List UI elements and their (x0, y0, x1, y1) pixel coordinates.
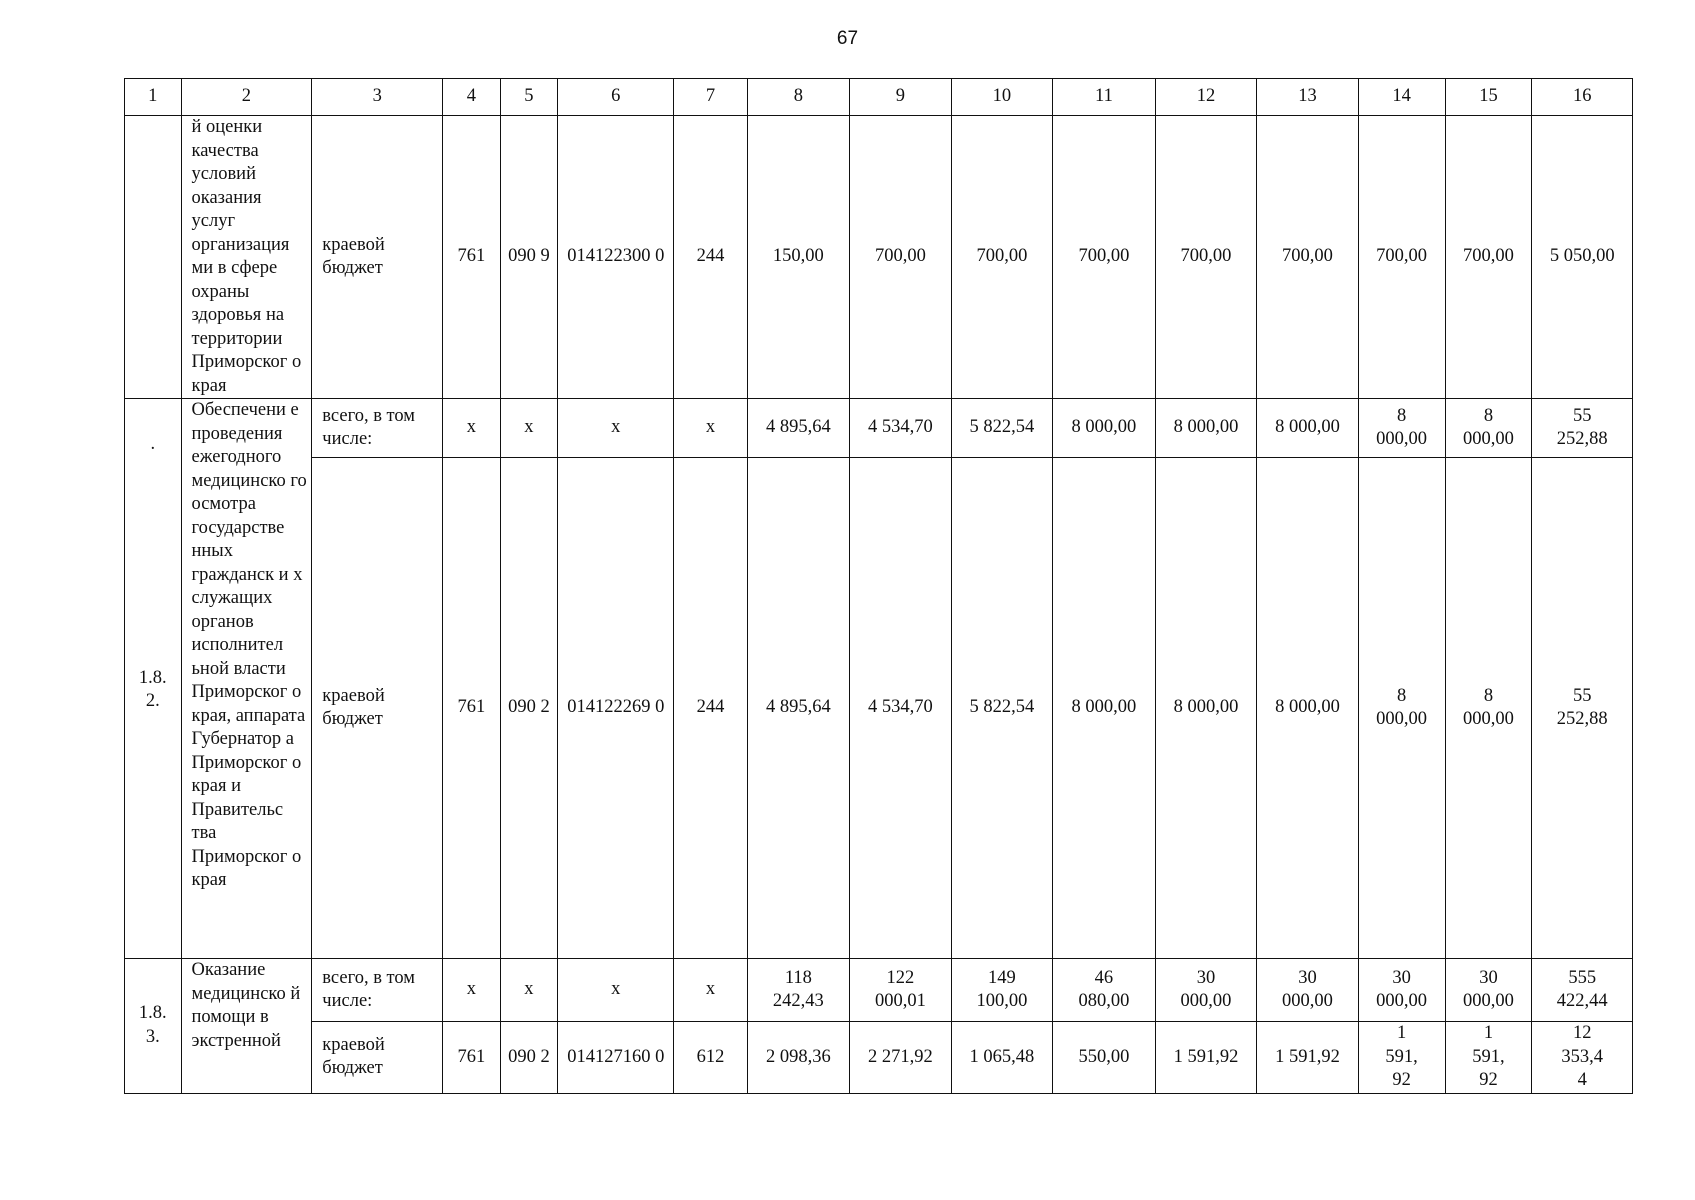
header-cell: 6 (558, 79, 674, 116)
table-cell: 700,00 (1053, 116, 1156, 399)
header-cell: 2 (181, 79, 312, 116)
description-cell: Оказание медицинско й помощи в экстренной (181, 959, 312, 1094)
table-cell: 761 (443, 1022, 501, 1094)
table-cell: 8 000,00 (1358, 399, 1445, 458)
table-cell: 55 252,88 (1532, 458, 1633, 959)
table-cell: x (500, 399, 558, 458)
header-cell: 10 (951, 79, 1053, 116)
table-cell: 090 2 (500, 1022, 558, 1094)
table-cell: x (558, 959, 674, 1022)
header-cell: 9 (850, 79, 952, 116)
source-cell: краевой бюджет (312, 458, 443, 959)
table-cell: 122 000,01 (850, 959, 952, 1022)
table-cell: 4 534,70 (850, 458, 952, 959)
header-cell: 11 (1053, 79, 1156, 116)
table-cell: 5 050,00 (1532, 116, 1633, 399)
table-cell: 612 (674, 1022, 747, 1094)
header-cell: 3 (312, 79, 443, 116)
table-cell: 090 9 (500, 116, 558, 399)
table-cell: 700,00 (1445, 116, 1532, 399)
table-cell: x (500, 959, 558, 1022)
table-cell: 244 (674, 116, 747, 399)
table-cell: 8 000,00 (1155, 458, 1257, 959)
table-cell: 1 065,48 (951, 1022, 1053, 1094)
table-cell: 118 242,43 (747, 959, 850, 1022)
table-cell: 2 098,36 (747, 1022, 850, 1094)
table-cell: 700,00 (951, 116, 1053, 399)
budget-table (124, 78, 1633, 1094)
header-cell: 5 (500, 79, 558, 116)
row-number-mark: . (150, 434, 156, 455)
source-cell: краевой бюджет (312, 1022, 443, 1094)
table-cell: 8 000,00 (1155, 399, 1257, 458)
table-cell: 8 000,00 (1053, 399, 1156, 458)
header-cell: 1 (125, 79, 182, 116)
header-cell: 7 (674, 79, 747, 116)
table-cell: 5 822,54 (951, 458, 1053, 959)
header-cell: 12 (1155, 79, 1257, 116)
header-cell: 14 (1358, 79, 1445, 116)
table-cell: 30 000,00 (1358, 959, 1445, 1022)
table-row (125, 458, 1633, 959)
page-number: 67 (836, 28, 859, 49)
description-cell: Обеспечени е проведения ежегодного медицинско го осмотра государстве нных гражданск и х служащих органов исполнител ьной власти Приморског о края, аппарата Губернатор а Приморског о края и Правительс тва Приморског о края (181, 399, 312, 959)
table-row (125, 1022, 1633, 1094)
table-cell: 1 591,92 (1445, 1022, 1532, 1094)
header-cell: 13 (1257, 79, 1359, 116)
table-cell: 555 422,44 (1532, 959, 1633, 1022)
table-cell: 8 000,00 (1257, 399, 1359, 458)
table-cell: 4 534,70 (850, 399, 952, 458)
table-cell: 700,00 (1257, 116, 1359, 399)
table-cell: 30 000,00 (1445, 959, 1532, 1022)
header-cell: 15 (1445, 79, 1532, 116)
table-cell: 46 080,00 (1053, 959, 1156, 1022)
table-cell: 8 000,00 (1445, 399, 1532, 458)
table-cell: 1 591,92 (1358, 1022, 1445, 1094)
table-cell: 12 353,44 (1532, 1022, 1633, 1094)
table-cell: 55 252,88 (1532, 399, 1633, 458)
table-cell: 2 271,92 (850, 1022, 952, 1094)
table-cell: 550,00 (1053, 1022, 1156, 1094)
table-cell: 30 000,00 (1155, 959, 1257, 1022)
table-cell: 149 100,00 (951, 959, 1053, 1022)
table-cell: 014122300 0 (558, 116, 674, 399)
description-cell: й оценки качества условий оказания услуг организация ми в сфере охраны здоровья на территории Приморског о края (181, 116, 312, 399)
source-cell: всего, в том числе: (312, 959, 443, 1022)
table-cell: 5 822,54 (951, 399, 1053, 458)
header-row (125, 79, 1633, 116)
table-cell: 700,00 (1155, 116, 1257, 399)
table-cell: 8 000,00 (1358, 458, 1445, 959)
table-row (125, 399, 1633, 458)
table-cell: x (674, 959, 747, 1022)
table-cell: x (443, 399, 501, 458)
table-cell: 700,00 (1358, 116, 1445, 399)
table-cell: x (443, 959, 501, 1022)
row-number-cell (125, 116, 182, 399)
header-cell: 8 (747, 79, 850, 116)
table-cell: 244 (674, 458, 747, 959)
source-cell: краевой бюджет (312, 116, 443, 399)
table-cell: 014122269 0 (558, 458, 674, 959)
row-number: 1.8. 2. (138, 667, 167, 712)
table-row (125, 959, 1633, 1022)
table-cell: 700,00 (850, 116, 952, 399)
table-cell: 1 591,92 (1155, 1022, 1257, 1094)
row-number-cell (125, 959, 182, 1094)
row-number: 1.8. 3. (138, 1003, 167, 1047)
row-number-cell (125, 399, 182, 959)
table-cell: x (558, 399, 674, 458)
table-cell: 090 2 (500, 458, 558, 959)
table-cell: 4 895,64 (747, 458, 850, 959)
table-cell: x (674, 399, 747, 458)
header-cell: 4 (443, 79, 501, 116)
table-cell: 4 895,64 (747, 399, 850, 458)
table-cell: 8 000,00 (1445, 458, 1532, 959)
table-cell: 150,00 (747, 116, 850, 399)
table-cell: 1 591,92 (1257, 1022, 1359, 1094)
table-cell: 761 (443, 458, 501, 959)
table-cell: 30 000,00 (1257, 959, 1359, 1022)
table-row (125, 116, 1633, 399)
table-cell: 014127160 0 (558, 1022, 674, 1094)
source-cell: всего, в том числе: (312, 399, 443, 458)
table-cell: 8 000,00 (1053, 458, 1156, 959)
header-cell: 16 (1532, 79, 1633, 116)
table-cell: 761 (443, 116, 501, 399)
table-cell: 8 000,00 (1257, 458, 1359, 959)
